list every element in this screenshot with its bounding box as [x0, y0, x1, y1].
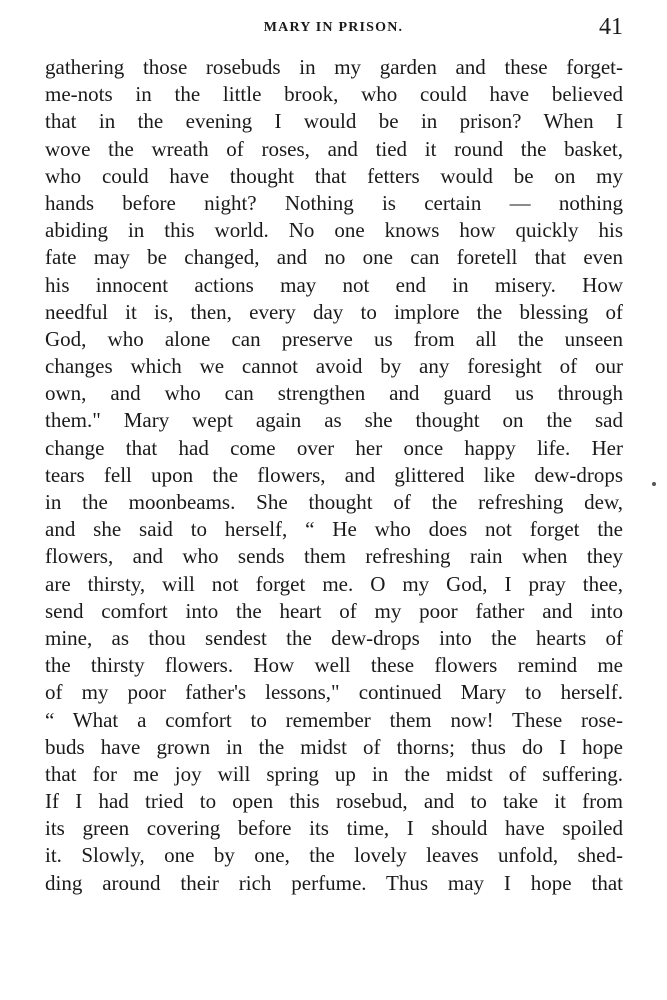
text-line: change that had come over her once happy life. Her	[45, 435, 623, 460]
text-line: his innocent actions may not end in misery. How	[45, 272, 623, 297]
text-line: that for me joy will spring up in the midst of suffering.	[45, 761, 623, 786]
text-line: are thirsty, will not forget me. O my God, I pray thee,	[45, 571, 623, 596]
text-line: own, and who can strengthen and guard us through	[45, 381, 623, 406]
text-line: and she said to herself, “ He who does not forget the	[45, 517, 623, 542]
text-line: send comfort into the heart of my poor father and into	[45, 598, 623, 623]
text-line: tears fell upon the flowers, and glittered like dew-drops	[45, 462, 623, 487]
text-line: gathering those rosebuds in my garden and these forget-	[45, 55, 623, 79]
text-line: flowers, and who sends them refreshing rain when they	[45, 544, 623, 569]
running-title: MARY IN PRISON.	[263, 20, 404, 35]
text-line: abiding in this world. No one knows how quickly his	[45, 218, 623, 243]
text-line: buds have grown in the midst of thorns; thus do I hope	[45, 734, 623, 759]
text-line: If I had tried to open this rosebud, and to take it from	[45, 789, 623, 814]
text-line: them." Mary wept again as she thought on the sad	[45, 408, 623, 433]
text-line: fate may be changed, and no one can foretell that even	[45, 245, 623, 270]
text-line: the thirsty flowers. How well these flowers remind me	[45, 653, 623, 678]
text-line: hands before night? Nothing is certain — nothing	[45, 190, 623, 215]
running-head	[0, 14, 667, 44]
text-line: who could have thought that fetters would be on my	[45, 163, 623, 188]
text-line: me-nots in the little brook, who could have believed	[45, 82, 623, 107]
text-line: its green covering before its time, I should have spoiled	[45, 816, 623, 841]
text-line: ding around their rich perfume. Thus may I hope that	[45, 870, 623, 895]
margin-speck	[652, 482, 656, 486]
text-line: mine, as thou sendest the dew-drops into the hearts of	[45, 625, 623, 650]
text-line: needful it is, then, every day to implore the blessing of	[45, 299, 623, 324]
text-line: that in the evening I would be in prison? When I	[45, 109, 623, 134]
page-number: 41	[599, 14, 623, 40]
text-line: of my poor father's lessons," continued Mary to herself.	[45, 680, 623, 705]
text-line: changes which we cannot avoid by any foresight of our	[45, 354, 623, 379]
text-line: God, who alone can preserve us from all the unseen	[45, 326, 623, 351]
body-text	[45, 54, 623, 897]
text-line: in the moonbeams. She thought of the refreshing dew,	[45, 490, 623, 514]
text-line: wove the wreath of roses, and tied it round the basket,	[45, 136, 623, 161]
text-line: “ What a comfort to remember them now! These rose-	[45, 707, 623, 732]
text-line: it. Slowly, one by one, the lovely leaves unfold, shed-	[45, 843, 623, 868]
